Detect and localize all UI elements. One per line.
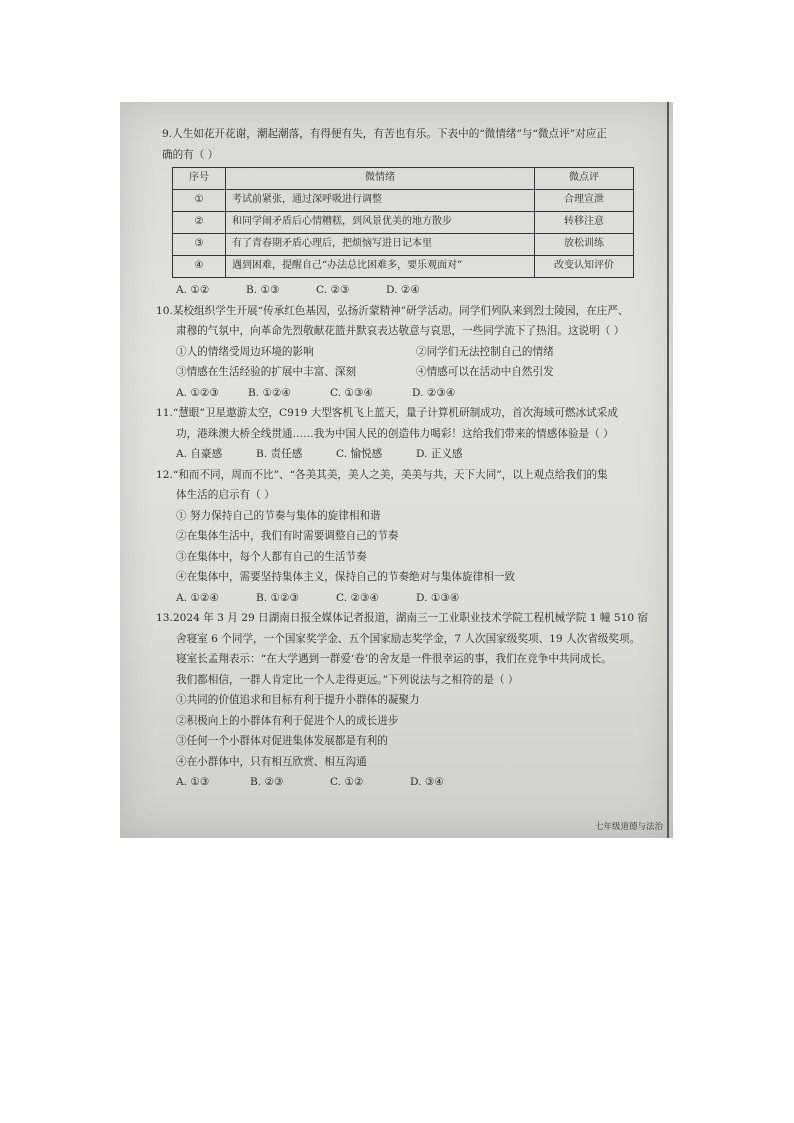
q10-item-2: ②同学们无法控制自己的情绪: [416, 345, 554, 358]
table-cell: 考试前紧张，通过深呼吸进行调整: [226, 190, 535, 212]
table-cell: 有了青春期矛盾心理后，把烦恼写进日记本里: [226, 234, 535, 256]
q13-item-2: ②积极向上的小群体有利于促进个人的成长进步: [176, 714, 399, 727]
option-d: D. ②④: [386, 284, 420, 296]
q12-options: [156, 588, 658, 609]
option-b: B. ②③: [250, 776, 284, 788]
question-9: [162, 124, 658, 301]
q12-item-2: ②在集体生活中，我们有时需要调整自己的节奏: [176, 530, 399, 542]
option-b: B. ①②③: [256, 591, 300, 604]
option-d: D. 正义感: [416, 448, 463, 460]
table-row: [173, 212, 634, 234]
q10-items-row1: [156, 342, 658, 363]
table-header: 序号: [173, 168, 226, 190]
table-cell: ②: [173, 212, 226, 234]
q13-stem-line1: 13.2024 年 3 月 29 日湖南日报全媒体记者报道，湖南三一工业职业技术学院工程机械学院 1 幢 510 宿: [156, 612, 649, 624]
option-c: C. ①②: [330, 776, 364, 788]
q10-item-1: ①人的情绪受周边环境的影响: [176, 345, 314, 358]
question-13: [156, 608, 658, 793]
option-b: B. 责任感: [256, 448, 303, 460]
table-cell: ①: [173, 190, 226, 212]
q13-options: [156, 772, 658, 793]
option-c: C. ①③④: [330, 386, 373, 399]
q11-stem-line1: 11.“慧眼”卫星遨游太空，C919 大型客机飞上蓝天，量子计算机研制成功，首次海域可燃冰试采成: [156, 407, 618, 419]
table-header: 微情绪: [226, 168, 535, 190]
option-d: D. ②③④: [412, 386, 456, 399]
q13-stem-line4: 我们都相信，一群人肯定比一个人走得更远。”下列说法与之相符的是（ ）: [176, 673, 519, 686]
table-cell: 和同学闹矛盾后心情糟糕，到风景优美的地方散步: [226, 212, 535, 234]
table-row: [173, 234, 634, 256]
option-d: D. ①③④: [416, 591, 460, 604]
option-a: A. ①②④: [176, 591, 219, 604]
option-b: B. ①③: [246, 284, 280, 296]
q13-item-4: ④在小群体中，只有相互欣赏、相互沟通: [176, 755, 367, 768]
table-cell: 转移注意: [535, 212, 634, 234]
q9-options: [162, 280, 658, 301]
table-cell: 遇到困难，提醒自己“办法总比困难多，要乐观面对”: [226, 256, 535, 278]
q12-stem-line1: 12.“和而不同，周而不比”、“各美其美，美人之美，美美与共，天下大同”，以上观点给我们的集: [156, 468, 608, 481]
q12-item-3: ③在集体中，每个人都有自己的生活节奏: [176, 550, 367, 563]
table-row: [173, 190, 634, 212]
option-c: C. ②③: [316, 284, 350, 296]
page-footer: 七年级道德与法治: [594, 822, 663, 832]
option-c: C. 愉悦感: [336, 448, 383, 460]
q12-item-4: ④在集体中，需要坚持集体主义，保持自己的节奏绝对与集体旋律相一致: [176, 571, 515, 583]
document-photo: [120, 102, 673, 838]
table-cell: ③: [173, 234, 226, 256]
q13-item-3: ③任何一个小群体对促进集体发展都是有利的: [176, 735, 388, 747]
q12-item-1: ① 努力保持自己的节奏与集体的旋律相和谐: [176, 509, 381, 522]
table-cell: 放松训练: [535, 234, 634, 256]
table-cell: 合理宣泄: [535, 190, 634, 212]
option-a: A. ①②: [176, 284, 210, 296]
table-header: 微点评: [535, 168, 634, 190]
q9-stem-line2: 确的有（ ）: [162, 148, 219, 161]
q9-stem-line1: 9.人生如花开花谢，潮起潮落，有得便有失，有苦也有乐。下表中的“微情绪”与“微点评”对应正: [162, 128, 607, 140]
table-cell: 改变认知评价: [535, 256, 634, 278]
q10-item-4: ④情感可以在活动中自然引发: [416, 366, 554, 378]
option-c: C. ②③④: [336, 591, 379, 604]
q9-table: [172, 167, 634, 278]
option-b: B. ①②④: [248, 386, 292, 399]
question-content: [156, 124, 658, 793]
table-row: [173, 256, 634, 278]
q13-item-1: ①共同的价值追求和目标有利于提升小群体的凝聚力: [176, 694, 420, 706]
option-d: D. ③④: [410, 776, 444, 788]
q12-stem-line2: 体生活的启示有（ ）: [176, 489, 275, 501]
q10-stem-line1: 10.某校组织学生开展“传承红色基因，弘扬沂蒙精神”研学活动。同学们列队来到烈士陵园，在庄严、: [156, 304, 629, 317]
page-edge-line: [667, 102, 669, 838]
table-cell: ④: [173, 256, 226, 278]
option-a: A. 自豪感: [176, 448, 223, 460]
question-10: [156, 301, 658, 404]
q10-options: [156, 383, 658, 404]
question-12: [156, 465, 658, 609]
q10-item-3: ③情感在生活经验的扩展中丰富、深刻: [176, 366, 357, 378]
q11-options: [156, 444, 658, 465]
q13-stem-line2: 舍寝室 6 个同学，一个国家奖学金、五个国家励志奖学金，7 人次国家级奖项、19 人次省级奖项。: [176, 632, 641, 645]
option-a: A. ①③: [176, 776, 210, 788]
table-header-row: [173, 168, 634, 190]
q10-stem-line2: 肃穆的气氛中，向革命先烈敬献花篮并默哀表达敬意与哀思，一些同学流下了热泪。这说明（ ）: [176, 325, 625, 337]
q13-stem-line3: 寝室长孟翔表示：“在大学遇到一群爱‘卷’的舍友是一件很幸运的事，我们在竞争中共同成长。: [176, 653, 612, 665]
q10-items-row2: [156, 362, 658, 383]
q11-stem-line2: 功，港珠澳大桥全线贯通……我为中国人民的创造伟力喝彩！这给我们带来的情感体验是（ ）: [176, 427, 614, 440]
option-a: A. ①②③: [176, 386, 219, 399]
question-11: [156, 403, 658, 465]
